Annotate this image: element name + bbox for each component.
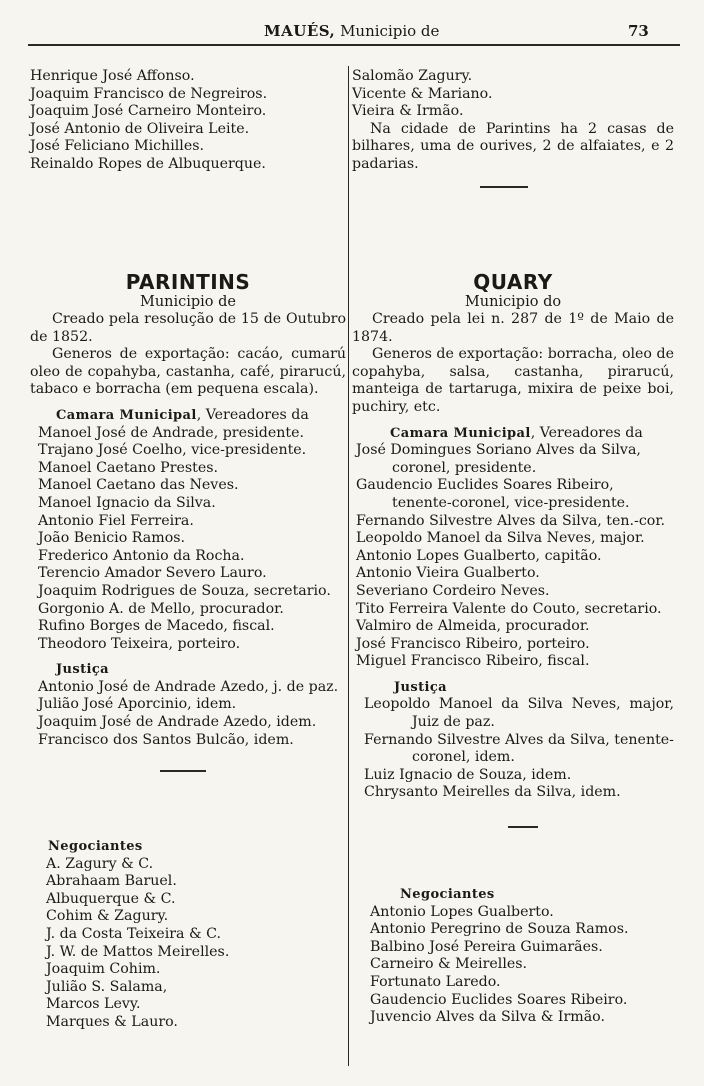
list-item: Tito Ferreira Valente do Couto, secretario. — [356, 600, 662, 617]
parintins-exports: Generos de exportação: cacáo, cumarú oleo de copahyba, castanha, café, pirarucú, tabaco e borracha (em pequena escala). — [30, 346, 346, 398]
camara-rest: , Vereadores da — [530, 424, 643, 441]
section-rule — [480, 186, 528, 188]
parintins-section — [30, 270, 346, 749]
camara-rest: , Vereadores da — [196, 406, 309, 423]
list-item: J. W. de Mattos Meirelles. — [46, 943, 230, 960]
list-item: João Benicio Ramos. — [38, 530, 186, 547]
camara-label: Camara Municipal — [390, 425, 531, 441]
list-item: Joaquim Francisco de Negreiros. — [30, 85, 268, 102]
parintins-negociantes-label: Negociantes — [48, 839, 143, 854]
list-item: Severiano Cordeiro Neves. — [356, 582, 550, 599]
list-item: J. da Costa Teixeira & C. — [46, 925, 221, 942]
list-item: Manoel Ignacio da Silva. — [38, 494, 216, 511]
list-item: Leopoldo Manoel da Silva Neves, major, Juiz de paz. — [364, 696, 674, 731]
parintins-subheading: Municipio de — [139, 294, 237, 310]
list-item: Francisco dos Santos Bulcão, idem. — [38, 731, 294, 748]
list-item: Antonio Lopes Gualberto, capitão. — [356, 547, 602, 564]
running-title — [264, 22, 439, 40]
page-number: 73 — [628, 22, 649, 40]
column-divider — [348, 66, 349, 1066]
list-item: Antonio Peregrino de Souza Ramos. — [370, 921, 629, 938]
list-item: Manoel Caetano das Neves. — [38, 477, 239, 494]
list-item: Terencio Amador Severo Lauro. — [38, 565, 267, 582]
list-item: Marcos Levy. — [46, 996, 141, 1013]
section-rule — [508, 826, 538, 828]
quary-exports: Generos de exportação: borracha, oleo de copahyba, salsa, castanha, pirarucú, manteiga de tartaruga, mixira de peixe boi, puchiry, etc. — [352, 346, 674, 415]
list-item: Fortunato Laredo. — [370, 973, 501, 990]
quary-heading: QUARY — [473, 270, 553, 294]
list-item: José Francisco Ribeiro, porteiro. — [356, 635, 590, 652]
left-continuation-list — [30, 68, 346, 174]
parintins-vereadores — [30, 425, 346, 654]
list-item: Antonio Lopes Gualberto. — [370, 903, 554, 920]
running-title-rest: Municipio de — [340, 22, 440, 40]
parintins-justica-label: Justiça — [56, 662, 110, 678]
list-item: Juvencio Alves da Silva & Irmão. — [370, 1009, 605, 1026]
negociantes-list — [352, 904, 674, 1027]
right-continuation-list — [352, 68, 674, 174]
town-note: Na cidade de Parintins ha 2 casas de bilhares, uma de ourives, 2 de alfaiates, e 2 padarias. — [352, 120, 674, 172]
header-rule — [28, 44, 680, 46]
negociantes-list — [30, 856, 346, 1032]
running-title-bold: MAUÉS, — [264, 22, 336, 40]
parintins-heading: PARINTINS — [125, 270, 251, 294]
list-item: Balbino José Pereira Guimarães. — [370, 938, 603, 955]
list-item: Manoel Caetano Prestes. — [38, 459, 219, 476]
parintins-creation: Creado pela resolução de 15 de Outubro de 1852. — [30, 311, 346, 345]
list-item: Fernando Silvestre Alves da Silva, tenente-coronel, idem. — [364, 731, 674, 766]
list-item: Fernando Silvestre Alves da Silva, ten.-cor. — [356, 512, 666, 529]
list-item: Gaudencio Euclides Soares Ribeiro, tenente-coronel, vice-presidente. — [356, 477, 630, 511]
camara-label: Camara Municipal — [56, 407, 197, 423]
quary-camara-header — [352, 425, 674, 443]
quary-negociantes — [352, 886, 674, 1027]
list-item: Gaudencio Euclides Soares Ribeiro. — [370, 991, 628, 1008]
list-item: Marques & Lauro. — [46, 1013, 178, 1030]
list-item: Antonio José de Andrade Azedo, j. de paz. — [38, 678, 339, 695]
section-rule — [160, 770, 206, 772]
list-item: Salomão Zagury. — [352, 68, 473, 84]
list-item: Miguel Francisco Ribeiro, fiscal. — [356, 653, 590, 670]
list-item: Henrique José Affonso. — [30, 68, 195, 84]
list-item: Theodoro Teixeira, porteiro. — [38, 635, 241, 652]
page-header — [0, 0, 704, 46]
quary-vereadores — [352, 442, 674, 671]
list-item: Reinaldo Ropes de Albuquerque. — [30, 155, 266, 172]
list-item: Joaquim José de Andrade Azedo, idem. — [38, 714, 317, 731]
list-item: José Antonio de Oliveira Leite. — [30, 120, 250, 137]
list-item: Rufino Borges de Macedo, fiscal. — [38, 618, 275, 635]
list-item: Leopoldo Manoel da Silva Neves, major. — [356, 530, 645, 547]
quary-subheading: Municipio do — [464, 294, 562, 310]
quary-justica — [352, 696, 674, 802]
parintins-negociantes — [30, 838, 346, 1032]
parintins-justica — [30, 679, 346, 749]
list-item: A. Zagury & C. — [46, 855, 154, 872]
list-item: Albuquerque & C. — [46, 890, 176, 907]
list-item: Vicente & Mariano. — [352, 85, 493, 102]
quary-justica-label: Justiça — [394, 679, 448, 695]
list-item: Chrysanto Meirelles da Silva, idem. — [364, 784, 621, 801]
list-item: José Feliciano Michilles. — [30, 138, 205, 155]
list-item: Frederico Antonio da Rocha. — [38, 547, 245, 564]
list-item: Julião José Aporcinio, idem. — [38, 696, 237, 713]
quary-section — [352, 270, 674, 802]
quary-creation: Creado pela lei n. 287 de 1º de Maio de 1874. — [352, 311, 674, 345]
list-item: Cohim & Zagury. — [46, 908, 169, 925]
list-item: Vieira & Irmão. — [352, 103, 464, 120]
quary-negociantes-label: Negociantes — [400, 887, 495, 902]
list-item: Joaquim José Carneiro Monteiro. — [30, 103, 267, 120]
list-item: Antonio Fiel Ferreira. — [38, 512, 194, 529]
list-item: Manoel José de Andrade, presidente. — [38, 424, 305, 441]
list-item: Joaquim Rodrigues de Souza, secretario. — [38, 582, 331, 599]
list-item: Valmiro de Almeida, procurador. — [356, 618, 590, 635]
list-item: Trajano José Coelho, vice-presidente. — [38, 442, 307, 459]
list-item: Gorgonio A. de Mello, procurador. — [38, 600, 284, 617]
list-item: Carneiro & Meirelles. — [370, 956, 528, 973]
list-item: José Domingues Soriano Alves da Silva, coronel, presidente. — [356, 442, 641, 476]
list-item: Antonio Vieira Gualberto. — [356, 565, 540, 582]
list-item: Luiz Ignacio de Souza, idem. — [364, 766, 572, 783]
list-item: Joaquim Cohim. — [46, 961, 161, 978]
list-item: Abrahaam Baruel. — [46, 873, 177, 890]
parintins-camara-header — [30, 407, 346, 425]
list-item: Julião S. Salama, — [46, 978, 168, 995]
